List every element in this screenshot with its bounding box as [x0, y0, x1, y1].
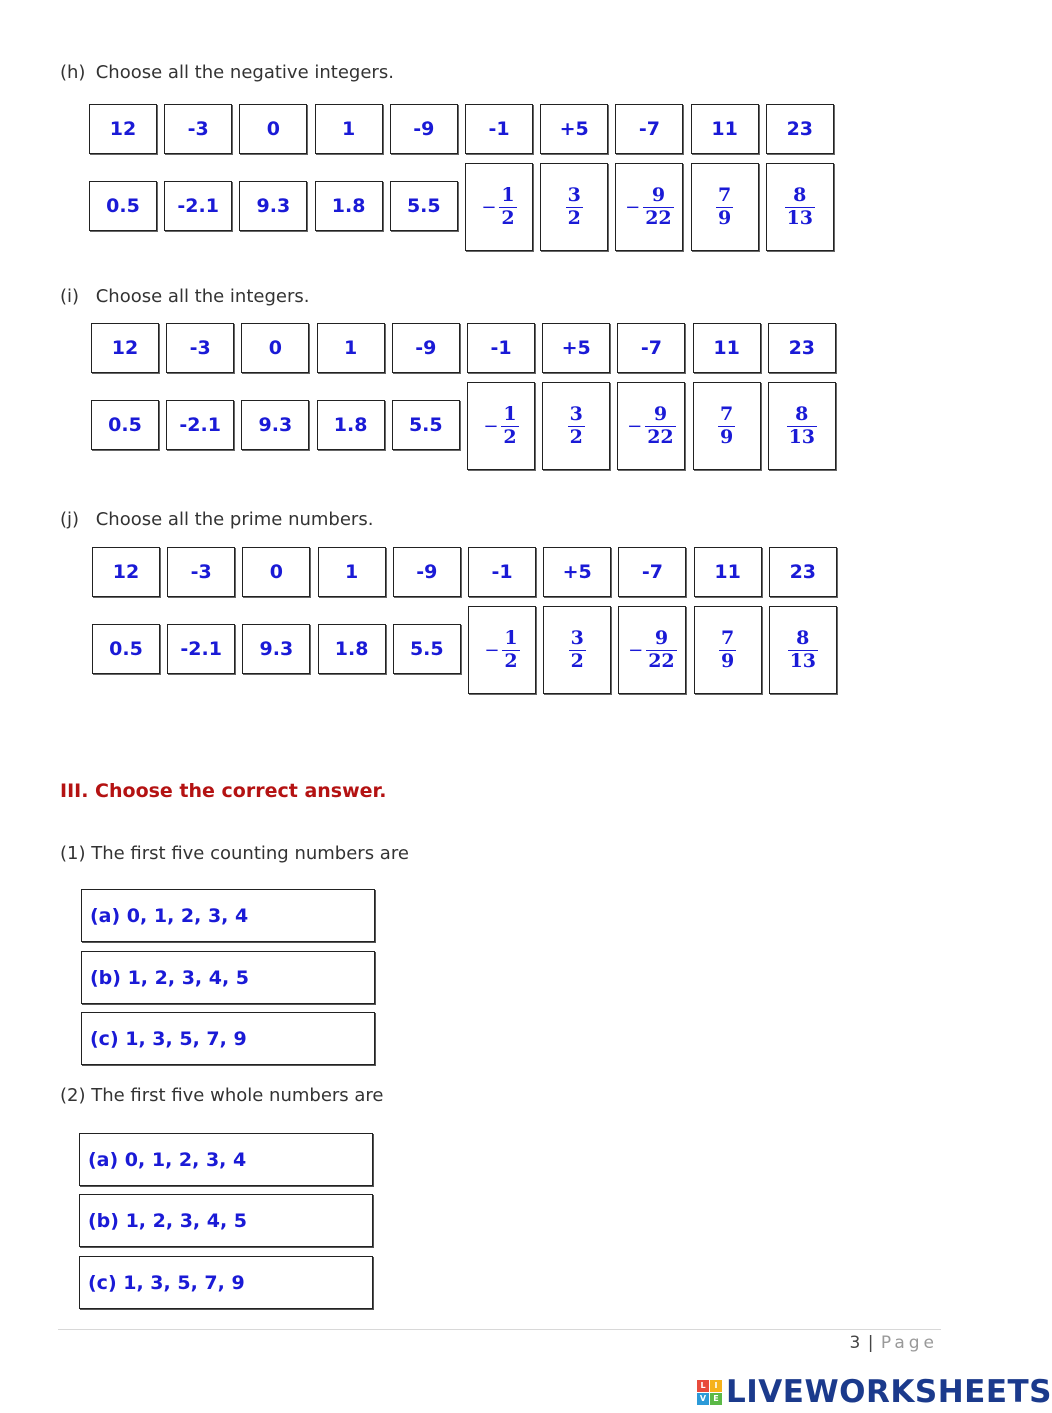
fraction-denominator: 2 [504, 649, 518, 672]
mc1-option-b[interactable]: (b) 1, 2, 3, 4, 5 [81, 951, 375, 1004]
fraction-denominator: 9 [717, 206, 732, 229]
choice-h-frac-4[interactable] [766, 163, 834, 251]
choice-h-frac-2[interactable] [615, 163, 683, 251]
fraction-denominator: 9 [720, 649, 735, 672]
choice-h-frac-1[interactable] [540, 163, 608, 251]
fraction [718, 404, 735, 449]
choice-j-frac-3[interactable] [694, 606, 762, 694]
mc-question-2: (2) The first five whole numbers are [60, 1085, 384, 1106]
fraction-minus-sign: − [483, 415, 499, 437]
choice-i-dec-1[interactable]: -2.1 [166, 400, 234, 450]
choice-j-r1-4[interactable]: -9 [393, 547, 461, 597]
choice-j-frac-2[interactable] [618, 606, 686, 694]
fraction-numerator: 9 [653, 402, 668, 425]
question-j-title [60, 509, 373, 530]
choice-j-frac-1[interactable] [543, 606, 611, 694]
question-j-text: Choose all the prime numbers. [95, 509, 374, 530]
choice-j-r1-6[interactable]: +5 [543, 547, 611, 597]
fraction [646, 628, 676, 673]
fraction-denominator: 22 [648, 649, 675, 672]
fraction [501, 404, 518, 449]
choice-i-dec-2[interactable]: 9.3 [241, 400, 309, 450]
fraction-numerator: 3 [569, 402, 583, 425]
choice-h-r1-8[interactable]: 11 [691, 104, 759, 154]
choice-j-r1-9[interactable]: 23 [769, 547, 837, 597]
fraction [716, 185, 733, 230]
choice-i-dec-3[interactable]: 1.8 [317, 400, 385, 450]
page-number [849, 1333, 938, 1353]
fraction [568, 404, 585, 449]
fraction-numerator: 7 [717, 183, 732, 206]
choice-i-frac-4[interactable] [768, 382, 836, 470]
fraction-denominator: 2 [501, 206, 515, 229]
choice-h-dec-2[interactable]: 9.3 [239, 181, 307, 231]
liveworksheets-mark-icon [697, 1380, 722, 1405]
choice-j-r1-1[interactable]: -3 [167, 547, 235, 597]
fraction-numerator: 3 [570, 626, 584, 649]
mc2-option-c[interactable]: (c) 1, 3, 5, 7, 9 [79, 1256, 373, 1309]
mc2-option-a[interactable]: (a) 0, 1, 2, 3, 4 [79, 1133, 373, 1186]
fraction-denominator: 13 [788, 425, 816, 448]
choice-j-dec-0[interactable]: 0.5 [92, 624, 160, 674]
fraction-numerator: 7 [719, 402, 734, 425]
choice-h-dec-0[interactable]: 0.5 [89, 181, 157, 231]
fraction-denominator: 2 [569, 425, 583, 448]
choice-i-frac-3[interactable] [693, 382, 761, 470]
question-i-title [60, 286, 309, 307]
mc1-option-a[interactable]: (a) 0, 1, 2, 3, 4 [81, 889, 375, 942]
choice-j-r1-5[interactable]: -1 [468, 547, 536, 597]
fraction [643, 185, 673, 230]
mc2-option-b[interactable]: (b) 1, 2, 3, 4, 5 [79, 1194, 373, 1247]
choice-h-r1-3[interactable]: 1 [315, 104, 383, 154]
fraction-denominator: 2 [567, 206, 581, 229]
fraction-numerator: 3 [567, 183, 581, 206]
choice-j-dec-3[interactable]: 1.8 [318, 624, 386, 674]
question-j-label: (j) [60, 509, 80, 530]
choice-j-dec-2[interactable]: 9.3 [242, 624, 310, 674]
choice-i-r1-9[interactable]: 23 [768, 323, 836, 373]
fraction [502, 628, 519, 673]
choice-h-dec-3[interactable]: 1.8 [315, 181, 383, 231]
choice-i-dec-4[interactable]: 5.5 [392, 400, 460, 450]
question-h-label: (h) [60, 62, 86, 83]
question-h-text: Choose all the negative integers. [95, 62, 394, 83]
fraction-denominator: 22 [647, 425, 674, 448]
fraction [785, 185, 815, 230]
fraction-minus-sign: − [627, 415, 643, 437]
fraction-minus-sign: − [628, 639, 644, 661]
choice-i-r1-8[interactable]: 11 [693, 323, 761, 373]
choice-j-frac-0[interactable] [468, 606, 536, 694]
fraction-denominator: 2 [570, 649, 584, 672]
fraction-denominator: 2 [503, 425, 517, 448]
choice-i-r1-4[interactable]: -9 [392, 323, 460, 373]
choice-h-r1-2[interactable]: 0 [239, 104, 307, 154]
choice-j-r1-3[interactable]: 1 [318, 547, 386, 597]
choice-h-r1-9[interactable]: 23 [766, 104, 834, 154]
choice-i-r1-2[interactable]: 0 [241, 323, 309, 373]
fraction [566, 185, 583, 230]
choice-j-r1-7[interactable]: -7 [618, 547, 686, 597]
choice-i-dec-0[interactable]: 0.5 [91, 400, 159, 450]
footer-divider [58, 1329, 941, 1330]
fraction-numerator: 8 [793, 183, 807, 206]
fraction-denominator: 22 [645, 206, 672, 229]
fraction-numerator: 7 [720, 626, 735, 649]
choice-i-frac-0[interactable] [467, 382, 535, 470]
fraction [645, 404, 675, 449]
choice-j-frac-4[interactable] [769, 606, 837, 694]
mc1-option-c[interactable]: (c) 1, 3, 5, 7, 9 [81, 1012, 375, 1065]
question-h-title [60, 62, 394, 83]
fraction-minus-sign: − [481, 196, 497, 218]
page-number-separator: | [867, 1333, 875, 1353]
fraction-numerator: 1 [503, 402, 517, 425]
brand-mark-tile: V [697, 1393, 709, 1405]
choice-j-dec-4[interactable]: 5.5 [393, 624, 461, 674]
choice-j-dec-1[interactable]: -2.1 [167, 624, 235, 674]
fraction [499, 185, 516, 230]
fraction-minus-sign: − [625, 196, 641, 218]
choice-h-r1-4[interactable]: -9 [390, 104, 458, 154]
fraction-denominator: 13 [786, 206, 814, 229]
choice-i-frac-2[interactable] [617, 382, 685, 470]
choice-i-r1-6[interactable]: +5 [542, 323, 610, 373]
fraction-numerator: 1 [504, 626, 518, 649]
fraction-numerator: 1 [501, 183, 515, 206]
fraction-minus-sign: − [484, 639, 500, 661]
choice-i-r1-1[interactable]: -3 [166, 323, 234, 373]
fraction-numerator: 8 [796, 626, 810, 649]
choice-i-frac-1[interactable] [542, 382, 610, 470]
choice-j-r1-0[interactable]: 12 [92, 547, 160, 597]
choice-h-r1-7[interactable]: -7 [615, 104, 683, 154]
fraction [788, 628, 818, 673]
choice-j-r1-2[interactable]: 0 [242, 547, 310, 597]
choice-j-r1-8[interactable]: 11 [694, 547, 762, 597]
fraction-denominator: 13 [789, 649, 817, 672]
fraction-numerator: 9 [651, 183, 666, 206]
question-i-label: (i) [60, 286, 80, 307]
section-3-heading: III. Choose the correct answer. [60, 780, 387, 802]
choice-h-dec-1[interactable]: -2.1 [164, 181, 232, 231]
choice-h-frac-0[interactable] [465, 163, 533, 251]
question-i-text: Choose all the integers. [95, 286, 310, 307]
fraction-denominator: 9 [719, 425, 734, 448]
fraction-numerator: 8 [795, 402, 809, 425]
choice-h-r1-6[interactable]: +5 [540, 104, 608, 154]
page-number-value: 3 [849, 1333, 862, 1353]
fraction [787, 404, 817, 449]
choice-h-r1-0[interactable]: 12 [89, 104, 157, 154]
choice-h-dec-4[interactable]: 5.5 [390, 181, 458, 231]
liveworksheets-brand-name: LIVEWORKSHEETS [726, 1374, 1052, 1410]
choice-h-r1-5[interactable]: -1 [465, 104, 533, 154]
brand-mark-tile: L [697, 1380, 709, 1392]
mc-question-1: (1) The first five counting numbers are [60, 843, 409, 864]
choice-i-r1-7[interactable]: -7 [617, 323, 685, 373]
choice-i-r1-5[interactable]: -1 [467, 323, 535, 373]
brand-mark-tile: E [710, 1393, 722, 1405]
fraction-numerator: 9 [654, 626, 669, 649]
brand-mark-tile: I [710, 1380, 722, 1392]
choice-h-r1-1[interactable]: -3 [164, 104, 232, 154]
choice-i-r1-0[interactable]: 12 [91, 323, 159, 373]
fraction [719, 628, 736, 673]
choice-i-r1-3[interactable]: 1 [317, 323, 385, 373]
fraction [569, 628, 586, 673]
liveworksheets-logo [697, 1374, 1052, 1410]
page-word: Page [880, 1333, 938, 1353]
choice-h-frac-3[interactable] [691, 163, 759, 251]
